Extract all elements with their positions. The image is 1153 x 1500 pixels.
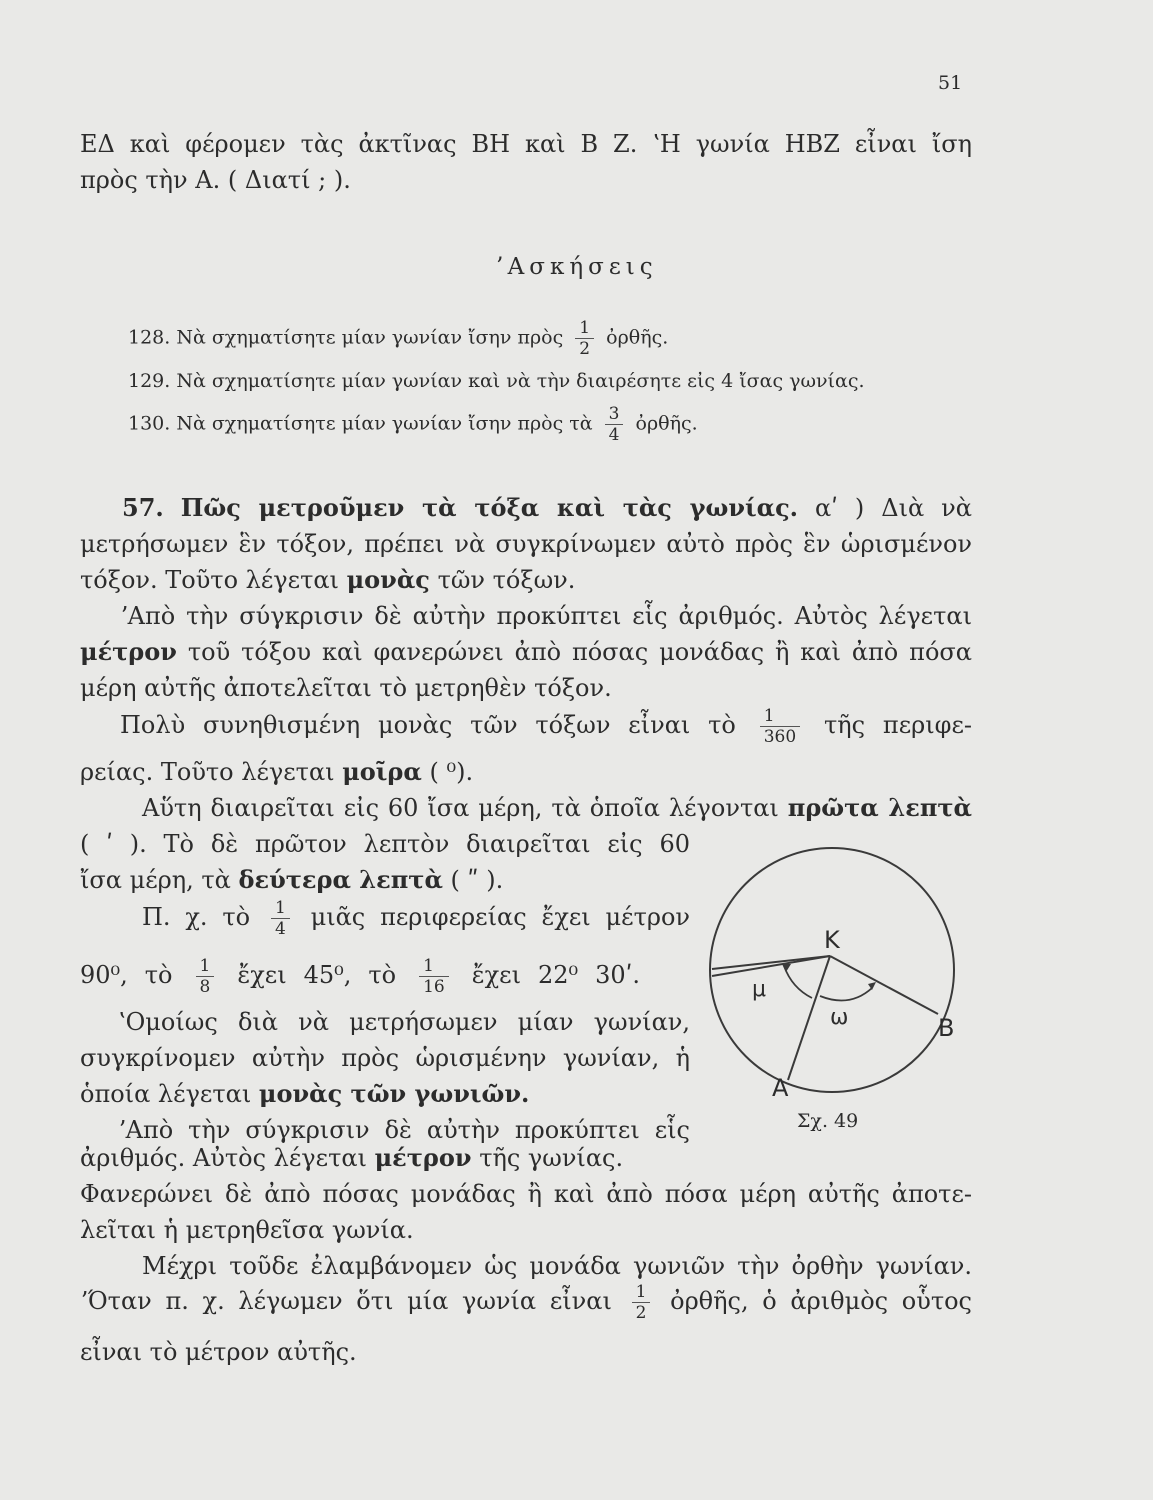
body-line: [80, 1076, 690, 1112]
text-run: τῆς γωνίας.: [479, 1144, 624, 1172]
text-run: μιᾶς περιφερείας ἔχει μέτρον: [310, 903, 690, 931]
body-line: εἶναι τὸ μέτρον αὐτῆς.: [80, 1338, 357, 1366]
fraction-denominator: 360: [763, 727, 797, 747]
body-line: Μέχρι τοῦδε ἐλαμβάνομεν ὡς μονάδα γωνιῶν τὴν ὀρθὴν γωνίαν.: [142, 1252, 972, 1280]
body-line: [80, 754, 972, 790]
closing-paragraph: [80, 1140, 972, 1284]
radius-to-a: [788, 956, 830, 1080]
example-line-1: [142, 898, 690, 939]
text-run: Π. χ. τὸ: [142, 903, 251, 931]
angle-paragraph: [80, 1004, 690, 1148]
exercises-heading: ʼΑσκήσεις: [495, 254, 658, 280]
figure-49-circle-diagram: [700, 838, 960, 1110]
exercise-129: [128, 370, 865, 392]
degree-paragraph: [80, 754, 972, 826]
figure-caption: Σχ. 49: [797, 1110, 859, 1132]
body-line: [80, 1282, 972, 1323]
exercise-128: [128, 318, 668, 359]
body-line: [80, 956, 640, 997]
fraction-numerator: 3: [605, 404, 624, 425]
term-monas-gonion: μονὰς τῶν γωνιῶν.: [258, 1079, 530, 1108]
text-run: ρείας. Τοῦτο λέγεται: [80, 758, 335, 786]
text-run: τῆς περιφε-: [824, 711, 972, 739]
fraction-denominator: 2: [579, 339, 591, 359]
body-line: [80, 862, 690, 898]
text-run: ἔχει 45⁰, τὸ: [237, 961, 397, 989]
radius-left: [712, 956, 830, 976]
fraction: [605, 404, 624, 445]
final-line: [80, 1334, 972, 1370]
label-a: A: [772, 1074, 789, 1102]
body-line: λεῖται ἡ μετρηθεῖσα γωνία.: [80, 1216, 414, 1244]
label-omega: ω: [830, 1005, 849, 1030]
fraction-numerator: 1: [632, 1282, 651, 1303]
term-metron-gonias: μέτρον: [374, 1143, 472, 1172]
label-k: K: [824, 926, 840, 954]
fraction: [760, 706, 800, 747]
text-run: ἔχει 22⁰ 30ʹ.: [471, 961, 640, 989]
body-line: μέρη αὐτῆς ἀποτελεῖται τὸ μετρηθὲν τόξον.: [80, 674, 612, 702]
section-heading-text: [122, 490, 972, 526]
label-b: B: [938, 1014, 955, 1042]
label-mu: μ: [752, 977, 766, 1002]
text-run: ʼΌταν π. χ. λέγωμεν ὅτι μία γωνία εἶναι: [80, 1287, 612, 1315]
body-line: μετρήσωμεν ἓν τόξον, πρέπει νὰ συγκρίνωμεν αὐτὸ πρὸς ἓν ὡρισμένον: [80, 530, 972, 558]
body-line: Φανερώνει δὲ ἀπὸ πόσας μονάδας ἢ καὶ ἀπὸ πόσα μέρη αὐτῆς ἀποτε-: [80, 1180, 972, 1208]
text-run: 90⁰, τὸ: [80, 961, 173, 989]
half-right-line: [80, 1282, 972, 1323]
term-metron: μέτρον: [80, 637, 177, 666]
example-line-2: [80, 956, 640, 997]
body-line: ( ʹ ). Τὸ δὲ πρῶτον λεπτὸν διαιρεῖται εἰς 60: [80, 830, 690, 858]
arrow-head: [782, 964, 791, 972]
text-run: ( ʺ ).: [450, 866, 504, 894]
unit-degree-line: [120, 706, 972, 747]
text-run: ὁποία λέγεται: [80, 1080, 252, 1108]
fraction: [196, 956, 215, 997]
body-line: [80, 790, 972, 826]
fraction: [419, 956, 449, 997]
body-line: ʼΑπὸ τὴν σύγκρισιν δὲ αὐτὴν προκύπτει εἷς ἀριθμός. Αὐτὸς λέγεται: [120, 602, 972, 630]
section-heading-rest: αʹ ) Διὰ νὰ: [815, 494, 972, 522]
text-run: ὀρθῆς, ὁ ἀριθμὸς οὗτος: [670, 1287, 972, 1315]
text-run: Αὕτη διαιρεῖται εἰς 60 ἴσα μέρη, τὰ ὁποῖα λέγονται: [142, 794, 779, 822]
body-line: ʼΑπὸ τὴν σύγκρισιν δὲ αὐτὴν προκύπτει εἷς: [118, 1116, 690, 1144]
exercise-text-end: ὀρθῆς.: [606, 326, 669, 349]
angle-arc-mu: [784, 966, 812, 998]
text-run: Πολὺ συνηθισμένη μονὰς τῶν τόξων εἶναι τὸ: [120, 711, 736, 739]
text-beside-figure: [80, 826, 690, 898]
fraction-numerator: 1: [271, 898, 290, 919]
fraction: [575, 318, 594, 359]
section-body: [80, 526, 972, 706]
fraction-numerator: 1: [419, 956, 449, 977]
radius-left-near: [712, 956, 830, 969]
fraction-denominator: 8: [199, 977, 211, 997]
body-line: [80, 634, 972, 670]
fraction-numerator: 1: [196, 956, 215, 977]
term-prota-lepta: πρῶτα λεπτὰ: [787, 793, 972, 822]
fraction: [271, 898, 290, 939]
text-run: τοῦ τόξου καὶ φανερώνει ἀπὸ πόσας μονάδας ἢ καὶ ἀπὸ πόσα: [187, 638, 972, 666]
exercise-text-end: ὀρθῆς.: [635, 412, 698, 435]
body-line: [142, 898, 690, 939]
intro-paragraph: [80, 126, 972, 198]
term-moira: μοῖρα: [342, 757, 422, 786]
section-number: 57.: [122, 493, 164, 522]
text-run: ἴσα μέρη, τὰ: [80, 866, 231, 894]
exercise-text: 129. Νὰ σχηματίσητε μίαν γωνίαν καὶ νὰ τὴν διαιρέσητε εἰς 4 ἴσας γωνίας.: [128, 370, 865, 392]
fraction-numerator: 1: [575, 318, 594, 339]
fraction: [632, 1282, 651, 1323]
text-run: ἀριθμός. Αὐτὸς λέγεται: [80, 1144, 367, 1172]
fraction-numerator: 1: [760, 706, 800, 727]
body-line: [120, 706, 972, 747]
page-number: 51: [938, 72, 963, 94]
text-run: ( ⁰).: [429, 758, 474, 786]
body-line: ʽΟμοίως διὰ νὰ μετρήσωμεν μίαν γωνίαν,: [118, 1008, 690, 1036]
arrow-head: [868, 982, 876, 990]
fraction-denominator: 2: [635, 1303, 647, 1323]
body-line: συγκρίνομεν αὐτὴν πρὸς ὡρισμένην γωνίαν, ἡ: [80, 1044, 690, 1072]
intro-line-2: πρὸς τὴν Α. ( Διατί ; ).: [80, 166, 351, 194]
exercise-text: 130. Νὰ σχηματίσητε μίαν γωνίαν ἴσην πρὸς τὰ: [128, 412, 593, 435]
term-deutera-lepta: δεύτερα λεπτὰ: [238, 865, 443, 894]
exercise-130: [128, 404, 698, 445]
body-line: [80, 1140, 972, 1176]
text-run: τόξον. Τοῦτο λέγεται: [80, 566, 339, 594]
angle-arc-omega: [820, 988, 872, 1001]
intro-line-1: ΕΔ καὶ φέρομεν τὰς ἀκτῖνας ΒΗ καὶ Β Ζ. ʽΗ γωνία ΗΒΖ εἶναι ἴση: [80, 130, 972, 158]
fraction-denominator: 16: [423, 977, 445, 997]
fraction-denominator: 4: [274, 919, 286, 939]
fraction-denominator: 4: [608, 425, 620, 445]
body-line: [80, 562, 972, 598]
section-title: Πῶς μετροῦμεν τὰ τόξα καὶ τὰς γωνίας.: [180, 493, 799, 522]
term-monas: μονὰς: [346, 565, 430, 594]
exercise-text: 128. Νὰ σχηματίσητε μίαν γωνίαν ἴσην πρὸς: [128, 326, 564, 349]
section-heading-line: [122, 490, 972, 526]
text-run: τῶν τόξων.: [437, 566, 576, 594]
